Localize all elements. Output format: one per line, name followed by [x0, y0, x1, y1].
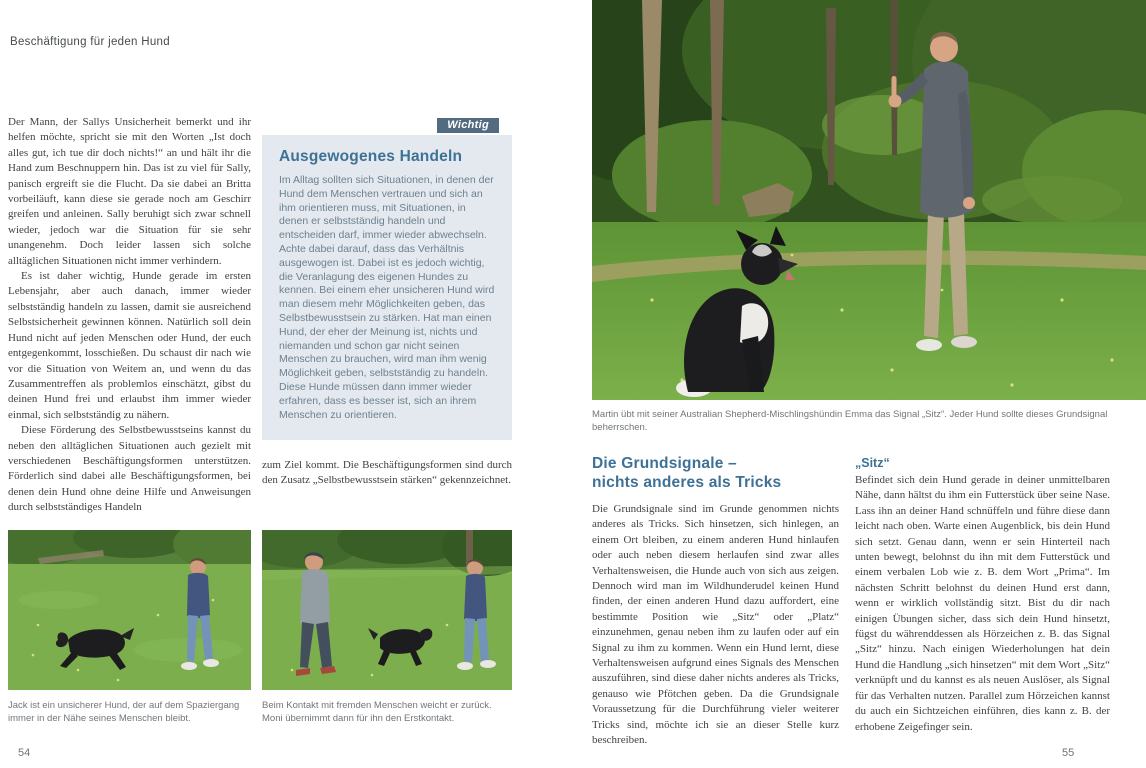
- main-photo-caption: Martin übt mit seiner Australian Shepherd-Mischlingshündin Emma das Signal „Sitz“. Jeder Hund sollte dieses Grundsignal beherrschen.: [592, 409, 1108, 433]
- info-box-title: Ausgewogenes Handeln: [279, 148, 463, 165]
- section-heading-line1: Die Grundsignale –: [592, 455, 737, 472]
- photo-stranger-contact: [262, 530, 512, 690]
- sitz-text: Befindet sich dein Hund gerade in deiner unmittelbaren Nähe, dann hältst du ihm ein Futterstück über seine Nase. Lass ihn an deiner Hand schnüffeln und führe diese dann leicht nach oben. Warte einen Augenblick, bis dein Hund sich setzt. Genau dann, wenn er sein Hinterteil nach unten bewegt, belohnst du ihn mit dem Futterstück und einem verbalen Lob wie z. B. dem Wort „Prima“. Im nächsten Schritt belohnst du deinen Hund erst dann, wenn er wirklich vollständig sitzt. Bist du dir nach einigen Übungen sicher, dass sich dein Hund hinsetzt, fügst du währenddessen als Hörzeichen z. B. das Signal „Sitz“ hinzu. Nach einigen Wiederholungen hat dein Hund die Handlung „sich hinsetzen“ mit dem Wort „Sitz“ verknüpft und du kannst es als neuen Auslöser, als Signal für das Verhalten nutzen. Parallel zum Hörzeichen kannst du auch ein Sichtzeichen einführen, dies kann z. B. der erhobene Zeigefinger sein.: [855, 474, 1110, 733]
- photo-stranger-contact-illustration: [262, 530, 512, 690]
- photo-martin-sitz: [592, 0, 1146, 400]
- info-box-body: [262, 135, 512, 440]
- page-number-right: 55: [1062, 747, 1075, 759]
- photo-jack-running: [8, 530, 251, 690]
- paragraph: Es ist daher wichtig, Hunde gerade im ersten Lebensjahr, aber auch danach, immer wieder selbstständig handeln zu lassen, damit sie ausreichend Selbstsicherheit gewinnen können. Natürlich soll dein Hund nicht auf jeden Menschen oder Hund, der euch entgegenkommt, losschießen. Du schaust dir nach wie vor die Situation von Weitem an, und wenn du das Zusammentreffen als problemlos einschätzt, gibst du deinen Hund frei und erlaubst ihm immer wieder einmal, sich selbstständig zu nähern.: [8, 270, 251, 421]
- section-heading-line2: nichts anderes als Tricks: [592, 473, 782, 491]
- info-box: [262, 118, 512, 440]
- wichtig-badge: Wichtig: [437, 118, 499, 133]
- info-box-text: Im Alltag sollten sich Situationen, in denen der Hund dem Menschen vertrauen und sich an ihm orientieren muss, mit Situationen, in denen er selbstständig handeln und entscheiden darf, immer wieder abwechseln. Achte dabei darauf, dass das Verhältnis ausgewogen ist. Dabei ist es jedoch wichtig, die Veranlagung des eigenen Hundes zu kennen. Bei einem eher unsicheren Hund wird man diesem mehr Möglichkeiten geben, das Selbstbewusstsein zu stärken. Hat man einen Hund, der eher der Meinung ist, nichts und niemanden und schon gar nicht seinen Menschen zu brauchen, wird man ihm wenig Möglichkeit geben, selbstständig zu handeln. Diese Hunde müssen dann immer wieder erfahren, dass es besser ist, sich an ihrem Menschen zu orientieren.: [279, 174, 495, 421]
- paragraph: Diese Förderung des Selbstbewusstseins kannst du neben den alltäglichen Situationen auch gezielt mit verschiedenen Beschäftigungsformen unterstützen. Förderlich sind dabei alle Beschäftigungsformen, bei denen dein Hund ohne deine Hilfe und Anweisungen durch selbstständiges Handeln: [8, 424, 251, 514]
- section-heading: [592, 455, 781, 492]
- page-number-left: 54: [18, 747, 31, 759]
- running-header: Beschäftigung für jeden Hund: [10, 36, 170, 48]
- left-page-column1: [8, 115, 251, 516]
- sitz-subheading: „Sitz“: [855, 456, 890, 470]
- right-page-column2: [855, 456, 1110, 735]
- photo-jack-running-illustration: [8, 530, 251, 690]
- left-page-column2-continuation: zum Ziel kommt. Die Beschäftigungsformen sind durch den Zusatz „Selbstbewusstsein stärken“ gekennzeichnet.: [262, 459, 512, 487]
- photo-martin-sitz-illustration: [592, 0, 1146, 400]
- photo1-caption: Jack ist ein unsicherer Hund, der auf dem Spaziergang immer in der Nähe seines Menschen bleibt.: [8, 700, 240, 724]
- photo2-caption: Beim Kontakt mit fremden Menschen weicht er zurück. Moni übernimmt dann für ihn den Erstkontakt.: [262, 700, 492, 724]
- paragraph: Der Mann, der Sallys Unsicherheit bemerkt und ihr helfen möchte, spricht sie mit den Worten „Ist doch alles gut, ich tue dir doch nichts!“ an und hält ihr die Hand zum Beschnuppern hin. Das ist zu viel für Sally, panisch ergreift sie die Flucht. Da sie dabei an Britta vorbeiläuft, kann diese sie gerade noch am Geschirr greifen und anleinen. Sally beruhigt sich zwar schnell wieder, jedoch war die Situation für sie sehr unangenehm. Doch leider lassen sich solche alltäglichen Situationen nicht immer verhindern.: [8, 116, 251, 267]
- right-page-column1: Die Grundsignale sind im Grunde genommen nichts anderes als Tricks. Sich hinsetzen, sich hinlegen, an einem Ort bleiben, zu einem anderen Hund hinlaufen oder auch neben diesem herlaufen sind zwar alles Verhaltensweisen, die Hunde auch von sich aus zeigen. Dennoch wird man im Wildhunderudel keinen Hund finden, der einen anderen Hund dazu auffordert, eine bestimmte Position wie „Sitz“ oder „Platz“ einzunehmen, genau neben ihm zu laufen oder auf ein Signal zu ihm zu kommen. Wenn ein Hund lernt, diese Verhaltensweisen aufgrund eines Signals des Menschen auszuführen, sind diese daher nichts anderes als Tricks, genauso wie Pfötchen geben. Da die Grundsignale Voraussetzung für die Durchführung vieler weiterer Tricks sind, möchte ich sie an dieser Stelle kurz beschreiben.: [592, 503, 839, 747]
